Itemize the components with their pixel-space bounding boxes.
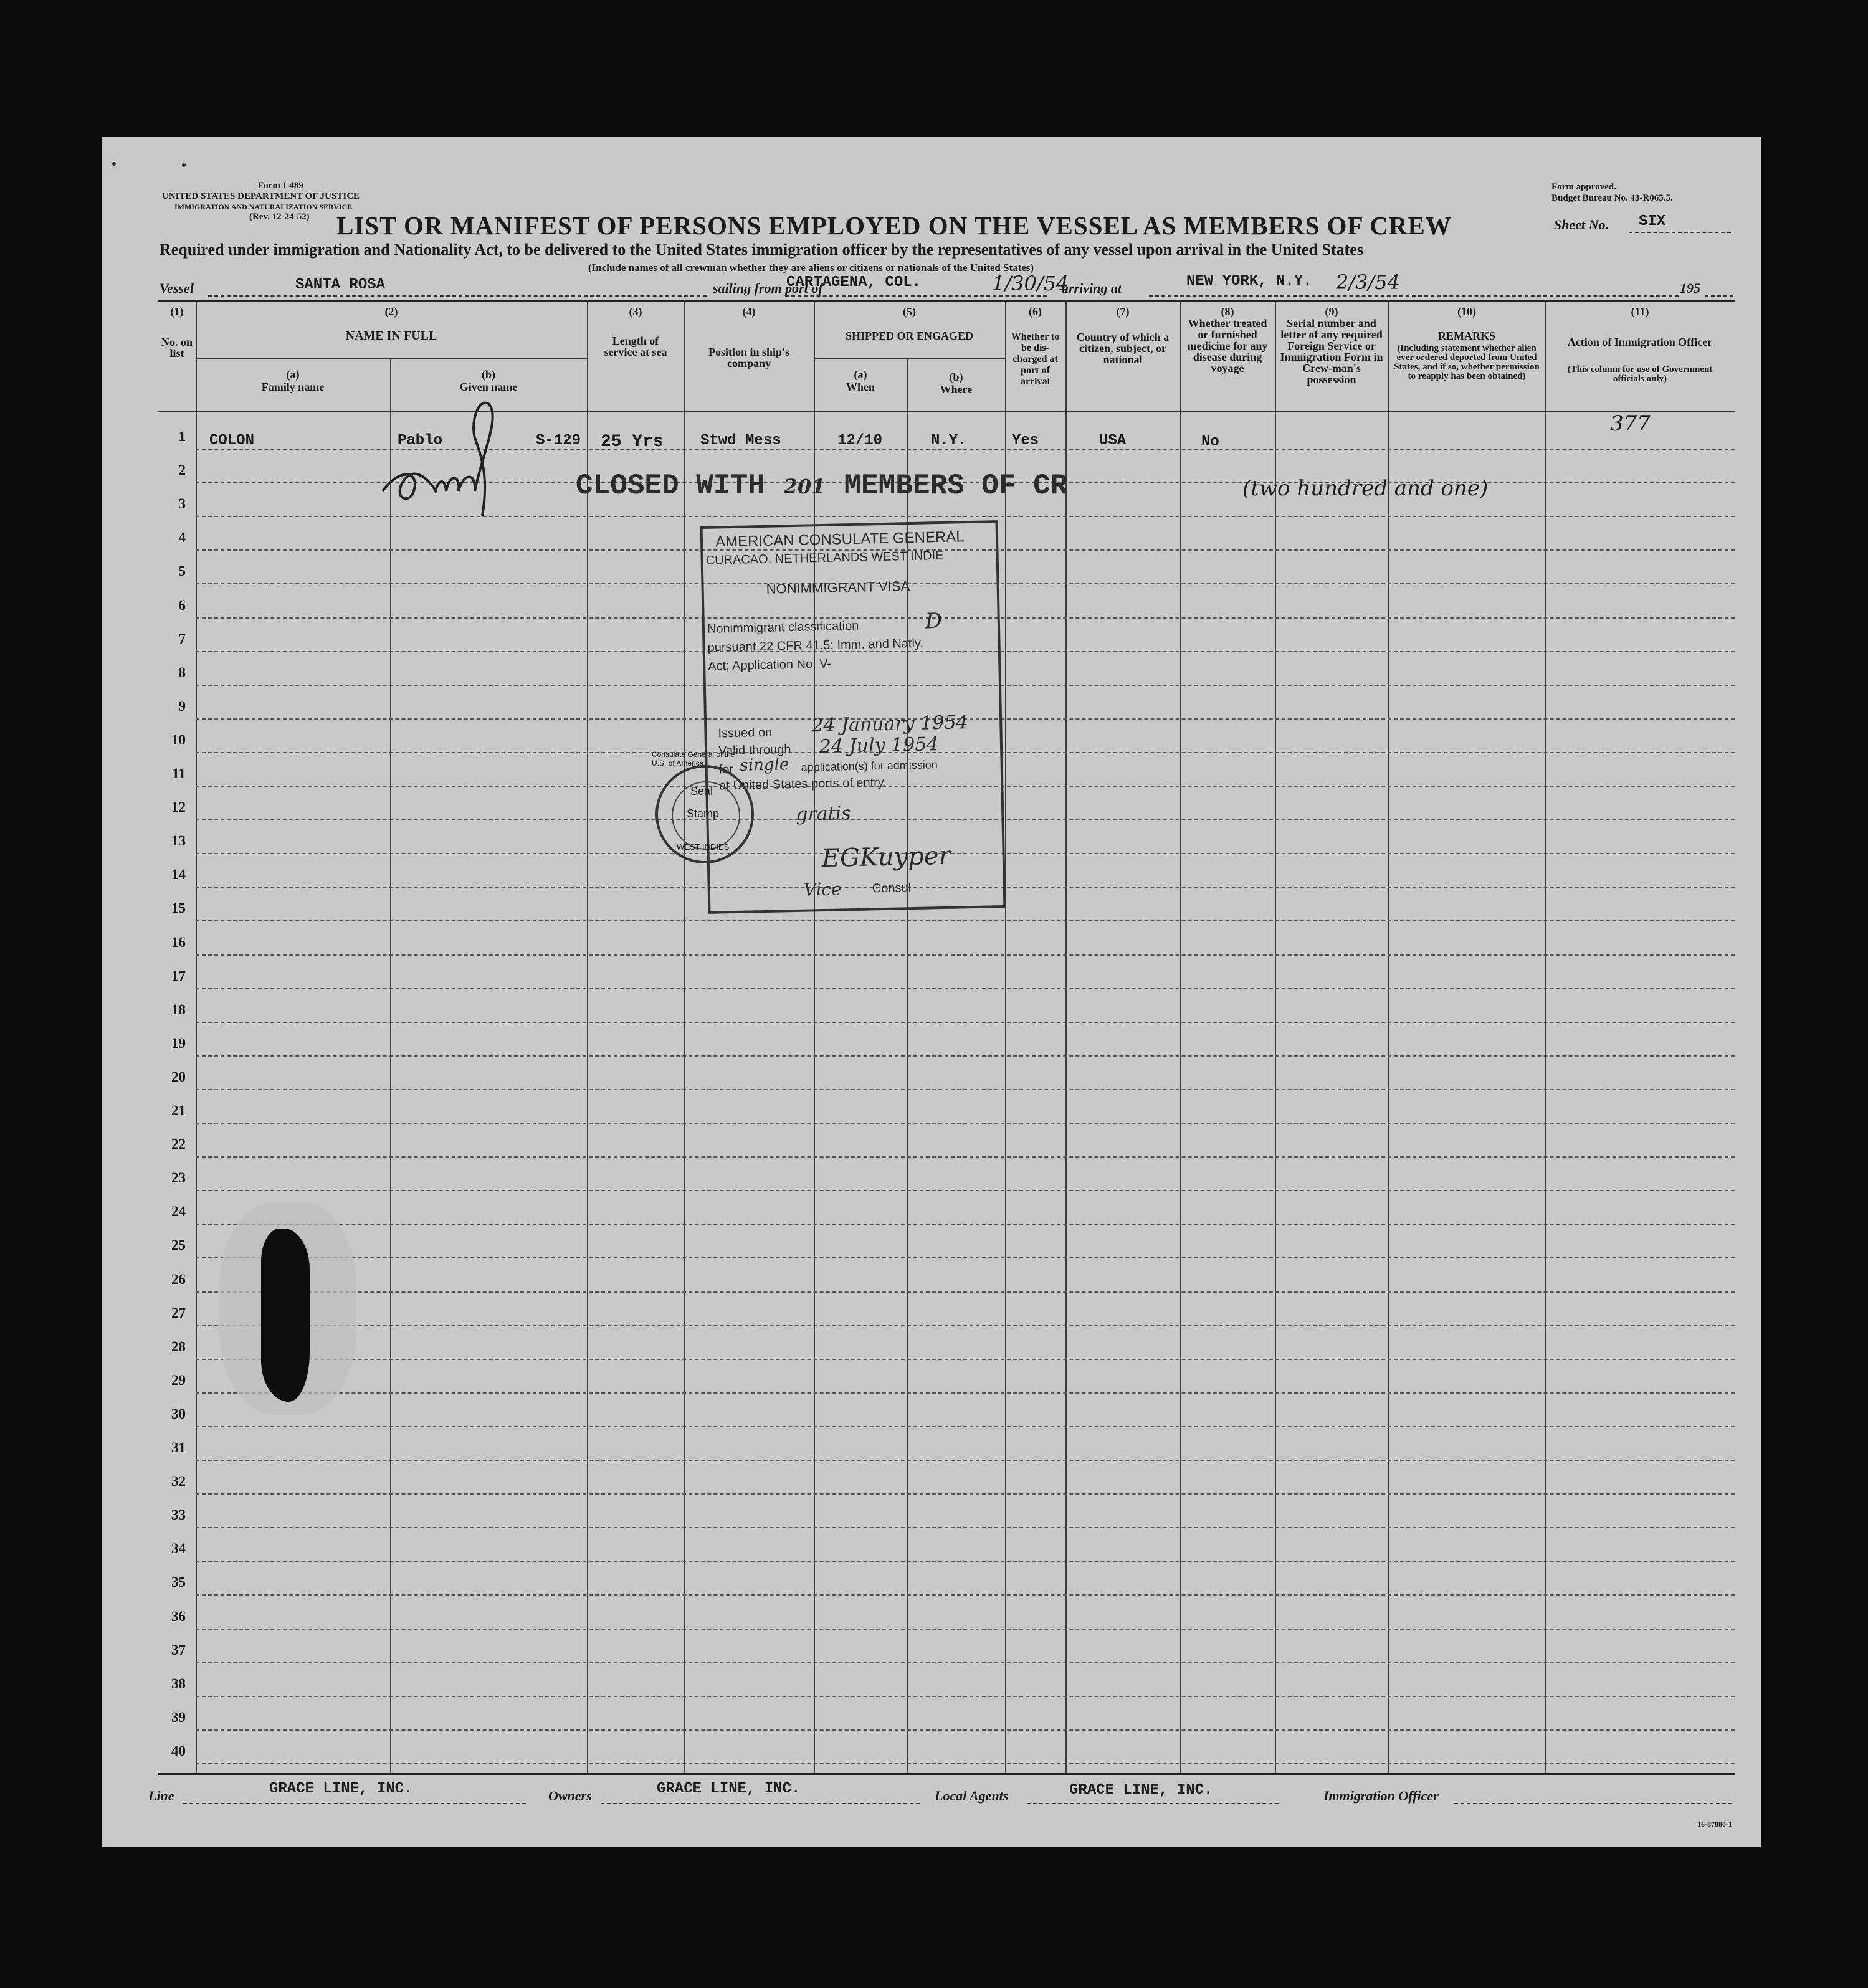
print-code: 16-87880-1 xyxy=(1697,1820,1732,1829)
col-number: (3) xyxy=(629,305,642,318)
table-row xyxy=(196,1662,1735,1663)
table-row xyxy=(196,1460,1735,1461)
sailing-underline xyxy=(785,295,1047,297)
entry-length: 25 Yrs xyxy=(601,432,664,452)
sailing-port: CARTAGENA, COL. xyxy=(786,274,922,291)
entry-country: USA xyxy=(1099,432,1127,449)
footer-officer-underline xyxy=(1454,1803,1732,1804)
table-row xyxy=(196,1257,1735,1258)
entry-discharged: Yes xyxy=(1012,432,1039,449)
col-rule-5 xyxy=(814,300,815,1773)
entry-where: N.Y. xyxy=(931,432,967,449)
col-number: (11) xyxy=(1631,305,1649,318)
row-number: 1 xyxy=(178,429,186,444)
table-row xyxy=(196,1629,1735,1630)
arrival-underline xyxy=(1149,295,1679,297)
row-number: 30 xyxy=(171,1405,186,1422)
table-row xyxy=(196,1123,1735,1124)
sailing-label: sailing from port of xyxy=(713,280,823,296)
row-number: 7 xyxy=(178,630,186,647)
row-number: 40 xyxy=(171,1743,186,1759)
closed-count: 201 xyxy=(783,475,826,498)
seal-fee-label: Seal xyxy=(690,785,713,797)
row-number: 9 xyxy=(178,698,186,714)
row-number: 11 xyxy=(172,766,186,781)
subtitle: Required under immigration and Nationality Act, to be delivered to the United States immigration officer by the representatives of any vessel upon arrival in the United States xyxy=(160,240,1363,259)
visa-class-label: Nonimmigrant classification xyxy=(707,619,859,636)
form-number: Form I-489 xyxy=(258,181,303,191)
service: IMMIGRATION AND NATURALIZATION SERVICE xyxy=(174,202,353,211)
entry-treated: No xyxy=(1201,434,1219,450)
sailing-date: 1/30/54 xyxy=(992,272,1069,295)
table-row xyxy=(196,1594,1735,1596)
col-number: (2) xyxy=(384,305,398,318)
col-number: (8) xyxy=(1221,305,1234,318)
manifest-sheet xyxy=(102,137,1761,1847)
row-number: 5 xyxy=(178,563,186,579)
table-row xyxy=(196,1527,1735,1528)
closed-text-a: CLOSED WITH xyxy=(576,470,765,502)
table-row xyxy=(196,1696,1735,1697)
vessel-label: Vessel xyxy=(160,280,194,296)
header-given-b: (b) xyxy=(482,368,495,381)
closed-handwritten: (two hundred and one) xyxy=(1242,476,1489,501)
entry-position: Stwd Mess xyxy=(700,432,781,449)
row-number: 25 xyxy=(171,1237,186,1253)
table-row xyxy=(196,1291,1735,1293)
header-given-name: Given name xyxy=(459,381,518,393)
visa-line1: AMERICAN CONSULATE GENERAL xyxy=(715,528,965,551)
visa-valid-value: 24 July 1954 xyxy=(819,733,939,758)
footer-owners-underline xyxy=(601,1803,920,1804)
year-underline xyxy=(1705,295,1733,297)
table-bottom-rule xyxy=(158,1773,1735,1775)
visa-issued-label: Issued on xyxy=(718,725,773,741)
row-number: 29 xyxy=(171,1372,186,1388)
seal-ring-text: Consulate General of the U.S. of America xyxy=(652,750,735,768)
row-number: 4 xyxy=(178,530,186,546)
row-number: 27 xyxy=(171,1305,186,1321)
col-number: (9) xyxy=(1325,305,1338,318)
row-number: 26 xyxy=(171,1271,186,1287)
table-row xyxy=(196,920,1735,921)
table-row xyxy=(196,1426,1735,1427)
header-when-a: (a) xyxy=(854,368,867,381)
visa-ports: at United States ports of entry. xyxy=(719,775,887,793)
row-number: 37 xyxy=(171,1642,186,1658)
row-number: 14 xyxy=(171,867,186,883)
row-number: 17 xyxy=(171,968,186,984)
header-remarks: REMARKS xyxy=(1437,330,1495,342)
table-row xyxy=(196,1190,1735,1191)
visa-gratis: gratis xyxy=(795,802,852,825)
header-treated: Whether treated or furnished medicine for any disease during voyage xyxy=(1187,317,1268,374)
visa-signature: EGKuyper xyxy=(821,841,951,873)
row-number: 34 xyxy=(171,1541,186,1557)
shipped-subheader-rule xyxy=(814,358,1005,359)
entry-action: 377 xyxy=(1610,411,1651,436)
row-number: 23 xyxy=(171,1170,186,1186)
header-family-name: Family name xyxy=(261,381,325,393)
row-number: 15 xyxy=(171,900,186,916)
closed-stamp xyxy=(576,470,1067,502)
row-number: 31 xyxy=(171,1440,186,1455)
table-row xyxy=(196,1763,1735,1764)
arrival-port: NEW YORK, N.Y. xyxy=(1186,273,1312,290)
sheet-underline xyxy=(1629,232,1731,233)
entry-family-name: COLON xyxy=(209,432,255,449)
entry-when: 12/10 xyxy=(837,432,883,449)
header-remarks-note: (Including statement whether alien ever ordered deported from United States, and if so, whether permission to reapply has been obtained) xyxy=(1394,343,1540,381)
row-number: 33 xyxy=(171,1507,186,1523)
header-shipped: SHIPPED OR ENGAGED xyxy=(845,330,974,342)
footer-agents-value: GRACE LINE, INC. xyxy=(1069,1782,1213,1799)
sheet-label: Sheet No. xyxy=(1554,217,1609,232)
col-rule-1 xyxy=(196,300,197,1773)
col-number: (10) xyxy=(1457,305,1476,318)
visa-line3: NONIMMIGRANT VISA xyxy=(766,578,910,597)
visa-class-value: D xyxy=(925,608,943,634)
col-rule-3 xyxy=(587,300,588,1773)
form-approved: Form approved. xyxy=(1551,182,1616,192)
footer-officer-label: Immigration Officer xyxy=(1323,1788,1439,1804)
header-where: Where xyxy=(940,383,973,396)
col-rule-6 xyxy=(1005,300,1006,1773)
col-rule-4 xyxy=(684,300,685,1773)
row-number: 3 xyxy=(178,496,186,512)
visa-vice: Vice xyxy=(803,878,842,900)
subnote: (Include names of all crewman whether they are aliens or citizens or nationals of the United States) xyxy=(588,262,1034,273)
vessel-name: SANTA ROSA xyxy=(295,277,386,293)
page-title: LIST OR MANIFEST OF PERSONS EMPLOYED ON THE VESSEL AS MEMBERS OF CREW xyxy=(336,211,1452,240)
table-row xyxy=(196,1089,1735,1090)
footer-line-underline xyxy=(183,1803,526,1804)
col-number: (1) xyxy=(170,305,184,318)
col-rule-9 xyxy=(1275,300,1276,1773)
footer-owners-value: GRACE LINE, INC. xyxy=(657,1781,801,1797)
table-row xyxy=(196,1729,1735,1731)
visa-consul: Consul xyxy=(872,881,912,896)
footer-line-label: Line xyxy=(148,1788,174,1804)
budget-bureau: Budget Bureau No. 43-R065.5. xyxy=(1551,193,1673,203)
vessel-underline xyxy=(208,295,707,297)
row-number: 6 xyxy=(178,597,186,613)
closed-text-b: MEMBERS OF CR xyxy=(844,470,1068,502)
header-name-in-full: NAME IN FULL xyxy=(345,329,437,343)
header-country: Country of which a citizen, subject, or national xyxy=(1076,331,1170,366)
visa-stamp xyxy=(700,520,1006,914)
entry-given-name: Pablo xyxy=(398,432,443,449)
department: UNITED STATES DEPARTMENT OF JUSTICE xyxy=(162,191,360,201)
col-rule-8 xyxy=(1180,300,1181,1773)
seal-fee-value: Stamp xyxy=(687,807,720,820)
row-number: 24 xyxy=(171,1204,186,1220)
table-row xyxy=(196,1055,1735,1057)
row-number: 19 xyxy=(171,1035,186,1051)
table-row xyxy=(196,988,1735,989)
row-number: 36 xyxy=(171,1608,186,1624)
col-number: (7) xyxy=(1116,305,1130,318)
visa-valid-label: Valid through xyxy=(718,743,791,758)
visa-application-text: application(s) for admission xyxy=(801,758,938,774)
header-no-on-list: No. on list xyxy=(161,336,193,359)
header-action: Action of Immigration Officer xyxy=(1567,336,1713,348)
name-subheader-rule xyxy=(196,358,587,359)
row-number: 28 xyxy=(171,1338,186,1354)
entry-book: S-129 xyxy=(536,432,581,449)
col-rule-11 xyxy=(1545,300,1546,1773)
table-row xyxy=(196,1156,1735,1158)
visa-for-label: for xyxy=(718,763,734,777)
table-row xyxy=(196,1359,1735,1360)
col-rule-7 xyxy=(1065,300,1067,1773)
row-number: 8 xyxy=(178,664,186,680)
row-number: 20 xyxy=(171,1068,186,1085)
row-number: 32 xyxy=(171,1473,186,1490)
footer-agents-underline xyxy=(1027,1803,1279,1804)
arriving-label: arriving at xyxy=(1062,280,1122,296)
year-label: 195 xyxy=(1680,280,1700,296)
crew-signature xyxy=(376,391,538,528)
visa-issued-value: 24 January 1954 xyxy=(811,711,968,737)
table-row xyxy=(196,1325,1735,1326)
table-row xyxy=(196,1493,1735,1495)
sheet-number: SIX xyxy=(1639,213,1666,230)
row-number: 39 xyxy=(171,1709,186,1725)
visa-pursuant: pursuant 22 CFR 41.5; Imm. and Natly. xyxy=(707,636,924,655)
row-number: 12 xyxy=(171,799,186,816)
visa-line2: CURACAO, NETHERLANDS WEST INDIE xyxy=(705,548,944,568)
footer-owners-label: Owners xyxy=(548,1788,592,1804)
revision: (Rev. 12-24-52) xyxy=(249,212,310,222)
header-serial: Serial number and letter of any required Foreign Service or Immigration Form in Crew-man's possession xyxy=(1280,317,1383,386)
table-top-rule xyxy=(158,300,1735,302)
row-number: 2 xyxy=(178,462,186,478)
visa-application: Act; Application No. V- xyxy=(708,657,832,673)
ink-speck xyxy=(182,163,186,167)
col-number: (6) xyxy=(1029,305,1042,318)
header-action-note: (This column for use of Government officials only) xyxy=(1567,364,1713,384)
col-rule-10 xyxy=(1388,300,1389,1773)
consulate-seal xyxy=(652,750,754,863)
visa-for-value: single xyxy=(740,755,789,775)
row-number: 18 xyxy=(171,1001,186,1017)
row-number: 21 xyxy=(171,1103,186,1118)
table-row xyxy=(196,1392,1735,1394)
col-number: (5) xyxy=(903,305,916,318)
header-position: Position in ship's company xyxy=(708,346,790,369)
row-number: 10 xyxy=(171,731,186,748)
row-number: 13 xyxy=(171,833,186,849)
row-number: 16 xyxy=(171,934,186,950)
col-number: (4) xyxy=(742,305,756,318)
header-family-a: (a) xyxy=(286,368,300,381)
paper-stain xyxy=(261,1229,310,1402)
table-row xyxy=(196,1224,1735,1225)
header-where-b: (b) xyxy=(949,371,963,383)
row-number: 38 xyxy=(171,1675,186,1691)
seal-bottom-text: WEST INDIES xyxy=(677,842,730,852)
arrival-date: 2/3/54 xyxy=(1336,270,1400,294)
footer-line-value: GRACE LINE, INC. xyxy=(269,1781,413,1797)
ink-speck xyxy=(112,162,116,166)
row-number: 22 xyxy=(171,1136,186,1153)
footer-agents-label: Local Agents xyxy=(935,1788,1009,1804)
header-when: When xyxy=(846,381,875,393)
table-row xyxy=(196,1561,1735,1562)
table-row xyxy=(196,954,1735,956)
row-number: 35 xyxy=(171,1574,186,1591)
header-length-service: Length of service at sea xyxy=(604,335,667,358)
table-row xyxy=(196,1022,1735,1023)
header-discharged: Whether to be dis-charged at port of arrival xyxy=(1011,331,1060,387)
